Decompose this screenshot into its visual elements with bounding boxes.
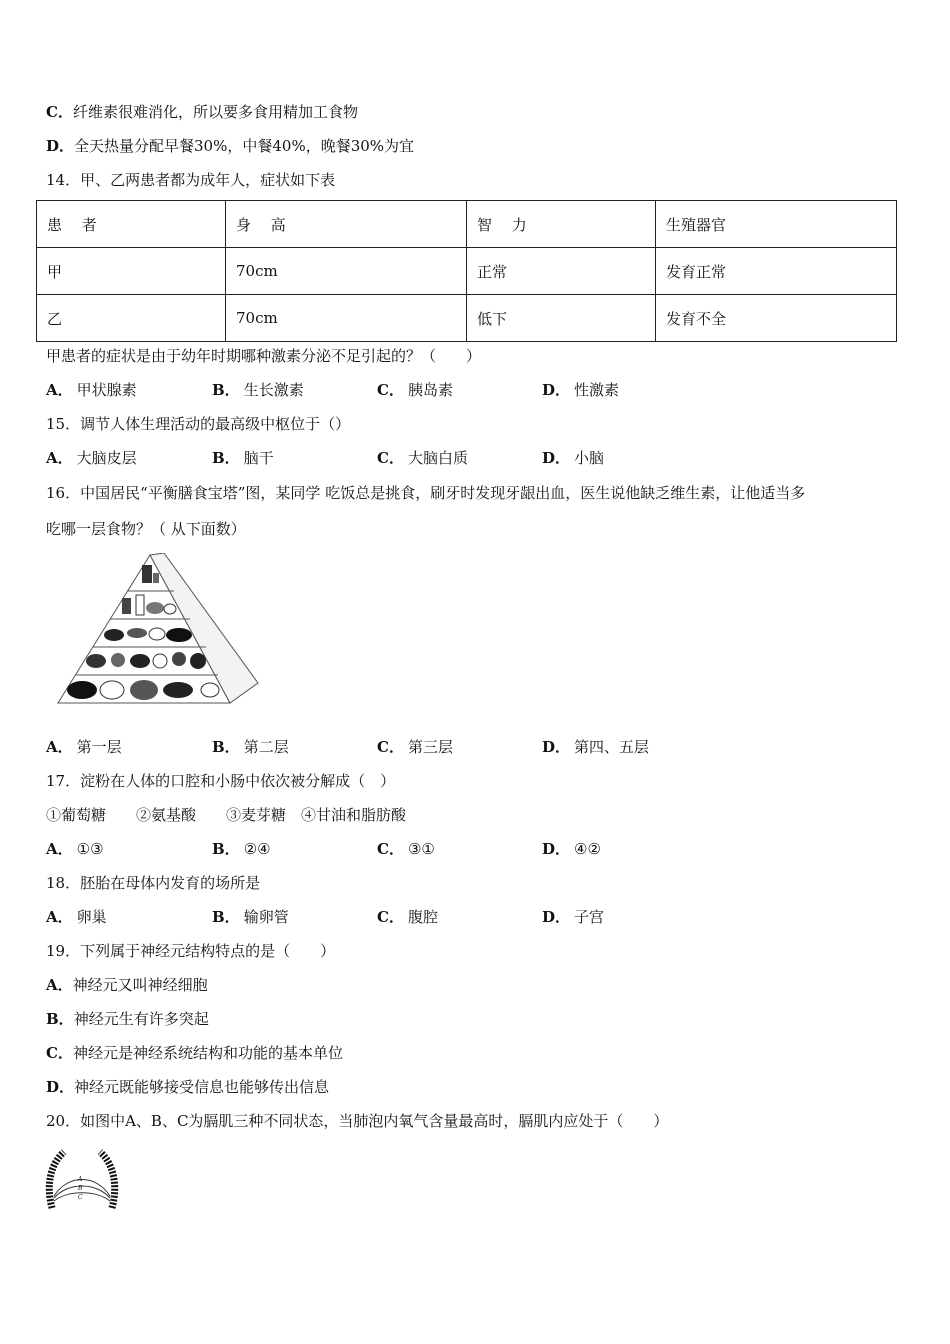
q15-option-c	[377, 448, 468, 468]
option-letter: A．	[46, 908, 73, 926]
option-text: 性激素	[574, 381, 620, 399]
q13-option-d	[46, 136, 414, 156]
q14-question: 甲患者的症状是由于幼年时期哪种激素分泌不足引起的？（ ）	[46, 347, 482, 365]
q16-option-b	[212, 737, 289, 757]
label-a: A	[78, 1176, 83, 1183]
option-text: 全天热量分配早餐30%，中餐40%，晚餐30%为宜	[74, 137, 415, 155]
q13-option-c	[46, 102, 358, 122]
option-letter: D．	[542, 840, 571, 858]
q19-option-d	[46, 1077, 329, 1097]
option-letter: A．	[46, 976, 73, 994]
option-text: 神经元是神经系统结构和功能的基本单位	[72, 1044, 343, 1062]
option-letter: A．	[46, 738, 73, 756]
table-header-cell: 身 高	[226, 201, 467, 248]
option-text: 生长激素	[243, 381, 304, 399]
q15-stem: 15．调节人体生理活动的最高级中枢位于（）	[46, 415, 351, 433]
q18-option-a	[46, 907, 107, 927]
table-header-cell: 智 力	[467, 201, 656, 248]
option-letter: D．	[46, 137, 75, 155]
option-letter: D．	[542, 449, 571, 467]
table-cell: 发育不全	[656, 295, 897, 342]
q14-option-b	[212, 380, 304, 400]
table-header-cell: 生殖器官	[656, 201, 897, 248]
option-text: 输卵管	[243, 908, 289, 926]
option-text: ④②	[574, 840, 601, 858]
q18-option-b	[212, 907, 289, 927]
option-letter: C．	[377, 449, 404, 467]
option-letter: C．	[46, 1044, 73, 1062]
option-text: 甲状腺素	[76, 381, 137, 399]
option-letter: B．	[212, 840, 240, 858]
option-letter: C．	[377, 840, 404, 858]
option-letter: C．	[377, 738, 404, 756]
option-letter: D．	[542, 738, 571, 756]
q16-option-a	[46, 737, 122, 757]
option-letter: D．	[542, 381, 571, 399]
table-cell: 乙	[37, 295, 226, 342]
option-text: 大脑白质	[407, 449, 468, 467]
option-letter: C．	[377, 908, 404, 926]
table-cell: 发育正常	[656, 248, 897, 295]
q17-items: ①葡萄糖 ②氨基酸 ③麦芽糖 ④甘油和脂肪酸	[46, 806, 407, 824]
q19-option-b	[46, 1009, 209, 1029]
q17-option-b	[212, 839, 271, 859]
option-letter: B．	[212, 738, 240, 756]
q17-option-c	[377, 839, 435, 859]
option-letter: D．	[46, 1078, 75, 1096]
option-text: 神经元又叫神经细胞	[72, 976, 208, 994]
option-letter: C．	[377, 381, 404, 399]
option-text: 子宫	[574, 908, 605, 926]
table-row	[37, 295, 897, 342]
q15-option-a	[46, 448, 137, 468]
option-letter: B．	[46, 1010, 74, 1028]
q17-option-d	[542, 839, 601, 859]
label-b: B	[78, 1185, 83, 1192]
q17-stem: 17．淀粉在人体的口腔和小肠中依次被分解成（ ）	[46, 772, 396, 790]
table-header-row	[37, 201, 897, 248]
option-letter: B．	[212, 449, 240, 467]
q20-stem: 20．如图中A、B、C为膈肌三种不同状态，当肺泡内氧气含量最高时，膈肌内应处于（ ）	[46, 1112, 669, 1130]
option-text: 第三层	[407, 738, 453, 756]
option-letter: C．	[46, 103, 73, 121]
q19-stem: 19．下列属于神经元结构特点的是（ ）	[46, 942, 336, 960]
food-pyramid-figure	[52, 553, 264, 713]
option-text: 脑干	[243, 449, 274, 467]
q16-option-d	[542, 737, 649, 757]
option-text: 神经元生有许多突起	[73, 1010, 209, 1028]
option-text: ②④	[243, 840, 271, 858]
option-text: 大脑皮层	[76, 449, 137, 467]
option-text: 神经元既能够接受信息也能够传出信息	[74, 1078, 330, 1096]
table-header-cell: 患 者	[37, 201, 226, 248]
q18-stem: 18．胚胎在母体内发育的场所是	[46, 874, 261, 892]
table-cell: 正常	[467, 248, 656, 295]
q19-option-c	[46, 1043, 343, 1063]
option-text: 卵巢	[76, 908, 107, 926]
diaphragm-figure	[42, 1146, 122, 1212]
option-letter: A．	[46, 381, 73, 399]
option-text: 胰岛素	[407, 381, 453, 399]
q15-option-b	[212, 448, 274, 468]
option-text: ①③	[76, 840, 104, 858]
option-letter: B．	[212, 381, 240, 399]
q14-option-d	[542, 380, 619, 400]
table-cell: 低下	[467, 295, 656, 342]
option-text: 腹腔	[407, 908, 438, 926]
q15-option-d	[542, 448, 604, 468]
option-letter: B．	[212, 908, 240, 926]
table-row	[37, 248, 897, 295]
q17-option-a	[46, 839, 104, 859]
label-c: C	[78, 1194, 83, 1201]
q14-stem: 14．甲、乙两患者都为成年人，症状如下表	[46, 171, 336, 189]
option-text: 第二层	[243, 738, 289, 756]
q16-option-c	[377, 737, 453, 757]
q14-option-c	[377, 380, 453, 400]
option-text: ③①	[407, 840, 435, 858]
option-text: 第四、五层	[574, 738, 650, 756]
q18-option-c	[377, 907, 438, 927]
option-letter: A．	[46, 840, 73, 858]
q18-option-d	[542, 907, 604, 927]
table-cell: 70cm	[226, 295, 467, 342]
q16-stem-line1: 16．中国居民“平衡膳食宝塔”图，某同学 吃饭总是挑食，刷牙时发现牙龈出血，医生说他缺乏维生素，让他适当多	[46, 484, 806, 502]
q19-option-a	[46, 975, 208, 995]
option-text: 第一层	[76, 738, 122, 756]
option-letter: D．	[542, 908, 571, 926]
option-text: 纤维素很难消化，所以要多食用精加工食物	[72, 103, 358, 121]
table-cell: 70cm	[226, 248, 467, 295]
q16-stem-line2: 吃哪一层食物？（ 从下面数）	[46, 520, 246, 538]
option-text: 小脑	[574, 449, 605, 467]
q14-option-a	[46, 380, 137, 400]
q14-table	[36, 200, 897, 342]
table-cell: 甲	[37, 248, 226, 295]
option-letter: A．	[46, 449, 73, 467]
